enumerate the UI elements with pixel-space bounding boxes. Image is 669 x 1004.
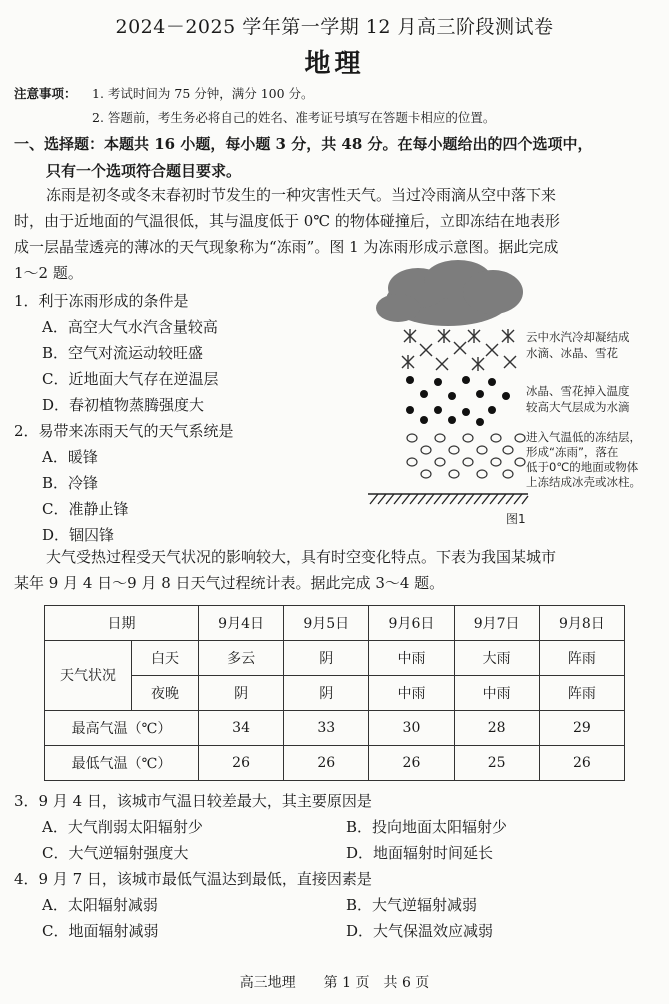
q4-option-a: A．太阳辐射减弱 (42, 896, 158, 914)
min-temp-cell: 26 (369, 746, 454, 781)
q4-option-c: C．地面辐射减弱 (42, 922, 159, 940)
q2-option-a: A．暖锋 (42, 448, 98, 466)
freezing-rain-icons (407, 434, 525, 478)
section-heading-line1: 一、选择题：本题共 16 小题，每小题 3 分，共 48 分。在每小题给出的四个选项中， (14, 135, 593, 153)
q3-option-b: B．投向地面太阳辐射少 (346, 818, 508, 836)
night-weather-cell: 中雨 (454, 676, 539, 711)
date-header: 日期 (45, 606, 199, 641)
night-weather-cell: 中雨 (369, 676, 454, 711)
passage1-line3: 成一层晶莹透亮的薄冰的天气现象称为“冻雨”。图 1 为冻雨形成示意图。据此完成 (14, 238, 559, 256)
passage2-line2: 某年 9 月 4 日～9 月 8 日天气过程统计表。据此完成 3～4 题。 (14, 574, 445, 592)
date-cell: 9月5日 (284, 606, 369, 641)
weather-label: 天气状况 (45, 641, 132, 711)
day-label: 白天 (132, 641, 199, 676)
q2-stem: 2．易带来冻雨天气的天气系统是 (14, 422, 234, 440)
q3-option-d: D．地面辐射时间延长 (346, 844, 494, 862)
diagram-label-3c: 低于0℃的地面或物体 (526, 460, 639, 474)
night-weather-cell: 阴 (199, 676, 284, 711)
max-temp-label: 最高气温（℃） (45, 711, 199, 746)
max-temp-cell: 29 (539, 711, 624, 746)
diagram-label-3d: 上冻结成冰壳或冰柱。 (526, 475, 641, 489)
min-temp-cell: 26 (284, 746, 369, 781)
subject-title: 地理 (304, 49, 365, 79)
q1-option-a: A．高空大气水汽含量较高 (42, 318, 218, 336)
passage1-line2: 时，由于近地面的气温很低，其与温度低于 0℃ 的物体碰撞后，立即冻结在地表形 (14, 212, 560, 230)
min-temp-cell: 25 (454, 746, 539, 781)
q1-option-c: C．近地面大气存在逆温层 (42, 370, 219, 388)
day-weather-cell: 阴 (284, 641, 369, 676)
table-row (45, 711, 625, 746)
water-drop-icons (406, 376, 510, 426)
night-weather-cell: 阴 (284, 676, 369, 711)
q4-stem: 4．9 月 7 日，该城市最低气温达到最低，直接因素是 (14, 870, 372, 888)
notice-label: 注意事项： (14, 86, 77, 101)
q2-option-b: B．冷锋 (42, 474, 99, 492)
min-temp-label: 最低气温（℃） (45, 746, 199, 781)
night-weather-cell: 阵雨 (539, 676, 624, 711)
q2-option-c: C．准静止锋 (42, 500, 129, 518)
min-temp-cell: 26 (539, 746, 624, 781)
q1-option-d: D．春初植物蒸腾强度大 (42, 396, 205, 414)
day-weather-cell: 大雨 (454, 641, 539, 676)
freezing-rain-diagram (368, 260, 664, 532)
section-heading-line2: 只有一个选项符合题目要求。 (46, 162, 242, 180)
ground-hatch (368, 494, 528, 504)
diagram-label-2a: 冰晶、雪花掉入温度 (526, 384, 630, 398)
q1-stem: 1．利于冻雨形成的条件是 (14, 292, 189, 310)
table-row (45, 676, 625, 711)
diagram-label-2b: 较高大气层成为水滴 (526, 400, 630, 414)
weather-table (44, 605, 625, 781)
q2-option-d: D．锢囚锋 (42, 526, 115, 544)
q4-option-d: D．大气保温效应减弱 (346, 922, 494, 940)
diagram-label-3b: 形成“冻雨”，落在 (526, 445, 619, 459)
diagram-label-1b: 水滴、冰晶、雪花 (526, 346, 618, 360)
q3-option-a: A．大气削弱太阳辐射少 (42, 818, 203, 836)
notice-item-1: 1. 考试时间为 75 分钟，满分 100 分。 (92, 86, 314, 101)
diagram-label-1a: 云中水汽冷却凝结成 (526, 330, 630, 344)
night-label: 夜晚 (132, 676, 199, 711)
passage2-line1: 大气受热过程受天气状况的影响较大，具有时空变化特点。下表为我国某城市 (46, 548, 557, 566)
table-row (45, 641, 625, 676)
date-cell: 9月7日 (454, 606, 539, 641)
max-temp-cell: 34 (199, 711, 284, 746)
page-footer: 高三地理 第 1 页 共 6 页 (239, 975, 430, 991)
passage1-line1: 冻雨是初冬或冬末春初时节发生的一种灾害性天气。当过冷雨滴从空中落下来 (46, 186, 557, 204)
cloud-shape (376, 260, 523, 326)
max-temp-cell: 30 (369, 711, 454, 746)
passage1-line4: 1～2 题。 (14, 264, 83, 282)
snowflake-icons (402, 329, 516, 371)
min-temp-cell: 26 (199, 746, 284, 781)
table-row (45, 746, 625, 781)
q4-option-b: B．大气逆辐射减弱 (346, 896, 478, 914)
diagram-label-3a: 进入气温低的冻结层， (526, 430, 641, 444)
notice-item-2: 2. 答题前，考生务必将自己的姓名、准考证号填写在答题卡相应的位置。 (92, 110, 496, 125)
day-weather-cell: 阵雨 (539, 641, 624, 676)
date-cell: 9月8日 (539, 606, 624, 641)
max-temp-cell: 28 (454, 711, 539, 746)
figure-caption: 图1 (506, 512, 526, 526)
day-weather-cell: 中雨 (369, 641, 454, 676)
date-cell: 9月6日 (369, 606, 454, 641)
q1-option-b: B．空气对流运动较旺盛 (42, 344, 204, 362)
max-temp-cell: 33 (284, 711, 369, 746)
date-cell: 9月4日 (199, 606, 284, 641)
table-row (45, 606, 625, 641)
q3-stem: 3．9 月 4 日，该城市气温日较差最大，其主要原因是 (14, 792, 372, 810)
exam-title: 2024－2025 学年第一学期 12 月高三阶段测试卷 (115, 16, 554, 38)
day-weather-cell: 多云 (199, 641, 284, 676)
q3-option-c: C．大气逆辐射强度大 (42, 844, 189, 862)
